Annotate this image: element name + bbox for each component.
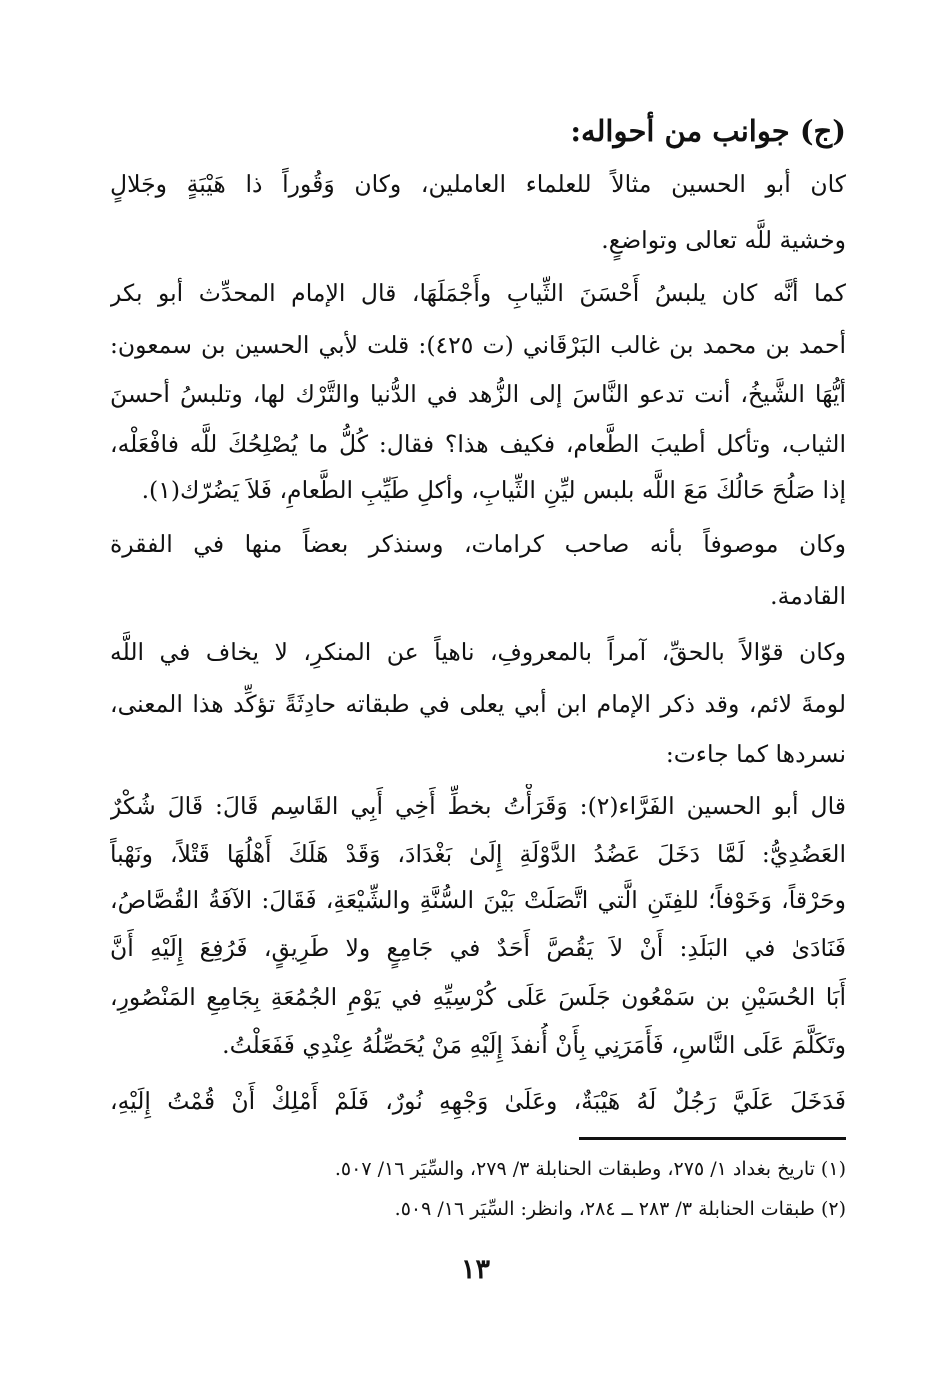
text-line: أَبَا الحُسَيْنِ بن سَمْعُون جَلَسَ عَلَى كُرْسِيِّهِ في يَوْمِ الجُمُعَةِ بِجَامِعِ المَنْصُورِ، <box>110 983 846 1011</box>
text-line: أحمد بن محمد بن غالب البَرْقَاني (ت ٤٢٥): قلت لأبي الحسين بن سمعون: <box>110 331 846 359</box>
text-line: وكان موصوفاً بأنه صاحب كرامات، وسنذكر بعضاً منها في الفقرة <box>110 530 846 558</box>
text-line: كان أبو الحسين مثالاً للعلماء العاملين، وكان وَقُوراً ذا هَيْبَةٍ وجَلالٍ <box>110 170 846 198</box>
footnote-separator <box>579 1137 846 1140</box>
text-line: وحَرْقاً، وَخَوْفاً؛ للفِتَنِ الَّتي اتَّصَلَتْ بَيْنَ السُّنَّةِ والشِّيْعَةِ، فَقَالَ: الآفَةُ القُصَّاصُ، <box>110 886 846 914</box>
text-line: أيُّهَا الشَّيخُ، أنت تدعو النَّاسَ إلى الزُّهد في الدُّنيا والتَّرْك لها، وتلبسُ أحسنَ <box>110 380 846 408</box>
text-line: وكان قوّالاً بالحقِّ، آمراً بالمعروفِ، ناهياً عن المنكرِ، لا يخاف في اللَّه <box>110 638 846 666</box>
text-line: العَضُدِيُّ: لَمَّا دَخَلَ عَضُدُ الدَّوْلَةِ إِلَىٰ بَغْدَادَ، وَقَدْ هَلَكَ أَهْلُهَا قَتْلاً، ونَهْباً <box>110 840 846 868</box>
text-line: كما أنَّه كان يلبسُ أَحْسَنَ الثِّيابِ وأَجْمَلَهَا، قال الإمام المحدِّث أبو بكر <box>110 279 846 307</box>
footnote: (٢) طبقات الحنابلة ٣/ ٢٨٣ ــ ٢٨٤، وانظر: السِّيَر ١٦/ ٥٠٩. <box>394 1198 846 1220</box>
section-heading: (ج) جوانب من أحواله: <box>570 114 846 148</box>
text-line: القادمة. <box>770 582 846 610</box>
text-line: وخشية للَّه تعالى وتواضعٍ. <box>601 226 846 254</box>
text-line: وتَكَلَّمَ عَلَى النَّاسِ، فَأَمَرَنِي بِأَنْ أُنفذَ إِلَيْهِ مَنْ يُحَصِّلُهُ عِنْدِي فَفَعَلْتُ. <box>222 1031 846 1059</box>
text-line: نسردها كما جاءت: <box>665 740 846 768</box>
text-line: إذا صَلُحَ حَالُكَ مَعَ اللَّه بلبس ليِّنِ الثِّيابِ، وأكلِ طَيِّبِ الطَّعامِ، فَلاَ يَضُرّك(١). <box>141 476 846 504</box>
text-line: قال أبو الحسين الفَرَّاء(٢): وَقَرَأْتُ بخطِّ أَخِي أَبِي القَاسِم قَالَ: قَالَ شُكْرٌ <box>110 792 846 820</box>
text-line: فَدَخَلَ عَلَيَّ رَجُلٌ لَهُ هَيْبَةٌ، وعَلَىٰ وَجْهِهِ نُورٌ، فَلَمْ أَمْلِكْ أَنْ قُمْتُ إِلَيْهِ، <box>110 1087 846 1115</box>
text-line: لومةَ لائم، وقد ذكر الإمام ابن أبي يعلى في طبقاته حادِثَةً تؤكِّد هذا المعنى، <box>110 690 846 718</box>
page-number: ١٣ <box>460 1254 490 1285</box>
text-line: فَنَادَىٰ في البَلَدِ: أَنْ لاَ يَقُصَّ أَحَدٌ في جَامِعٍ ولا طَرِيقٍ، فَرُفِعَ إِلَيْهِ أَنَّ <box>110 934 846 962</box>
text-line: الثياب، وتأكل أطيبَ الطَّعام، فكيف هذا؟ فقال: كُلُّ ما يُصْلِحُكَ للَّه فافْعَلْه، <box>110 430 846 458</box>
footnote: (١) تاريخ بغداد ١/ ٢٧٥، وطبقات الحنابلة ٣/ ٢٧٩، والسِّيَر ١٦/ ٥٠٧. <box>334 1158 846 1180</box>
